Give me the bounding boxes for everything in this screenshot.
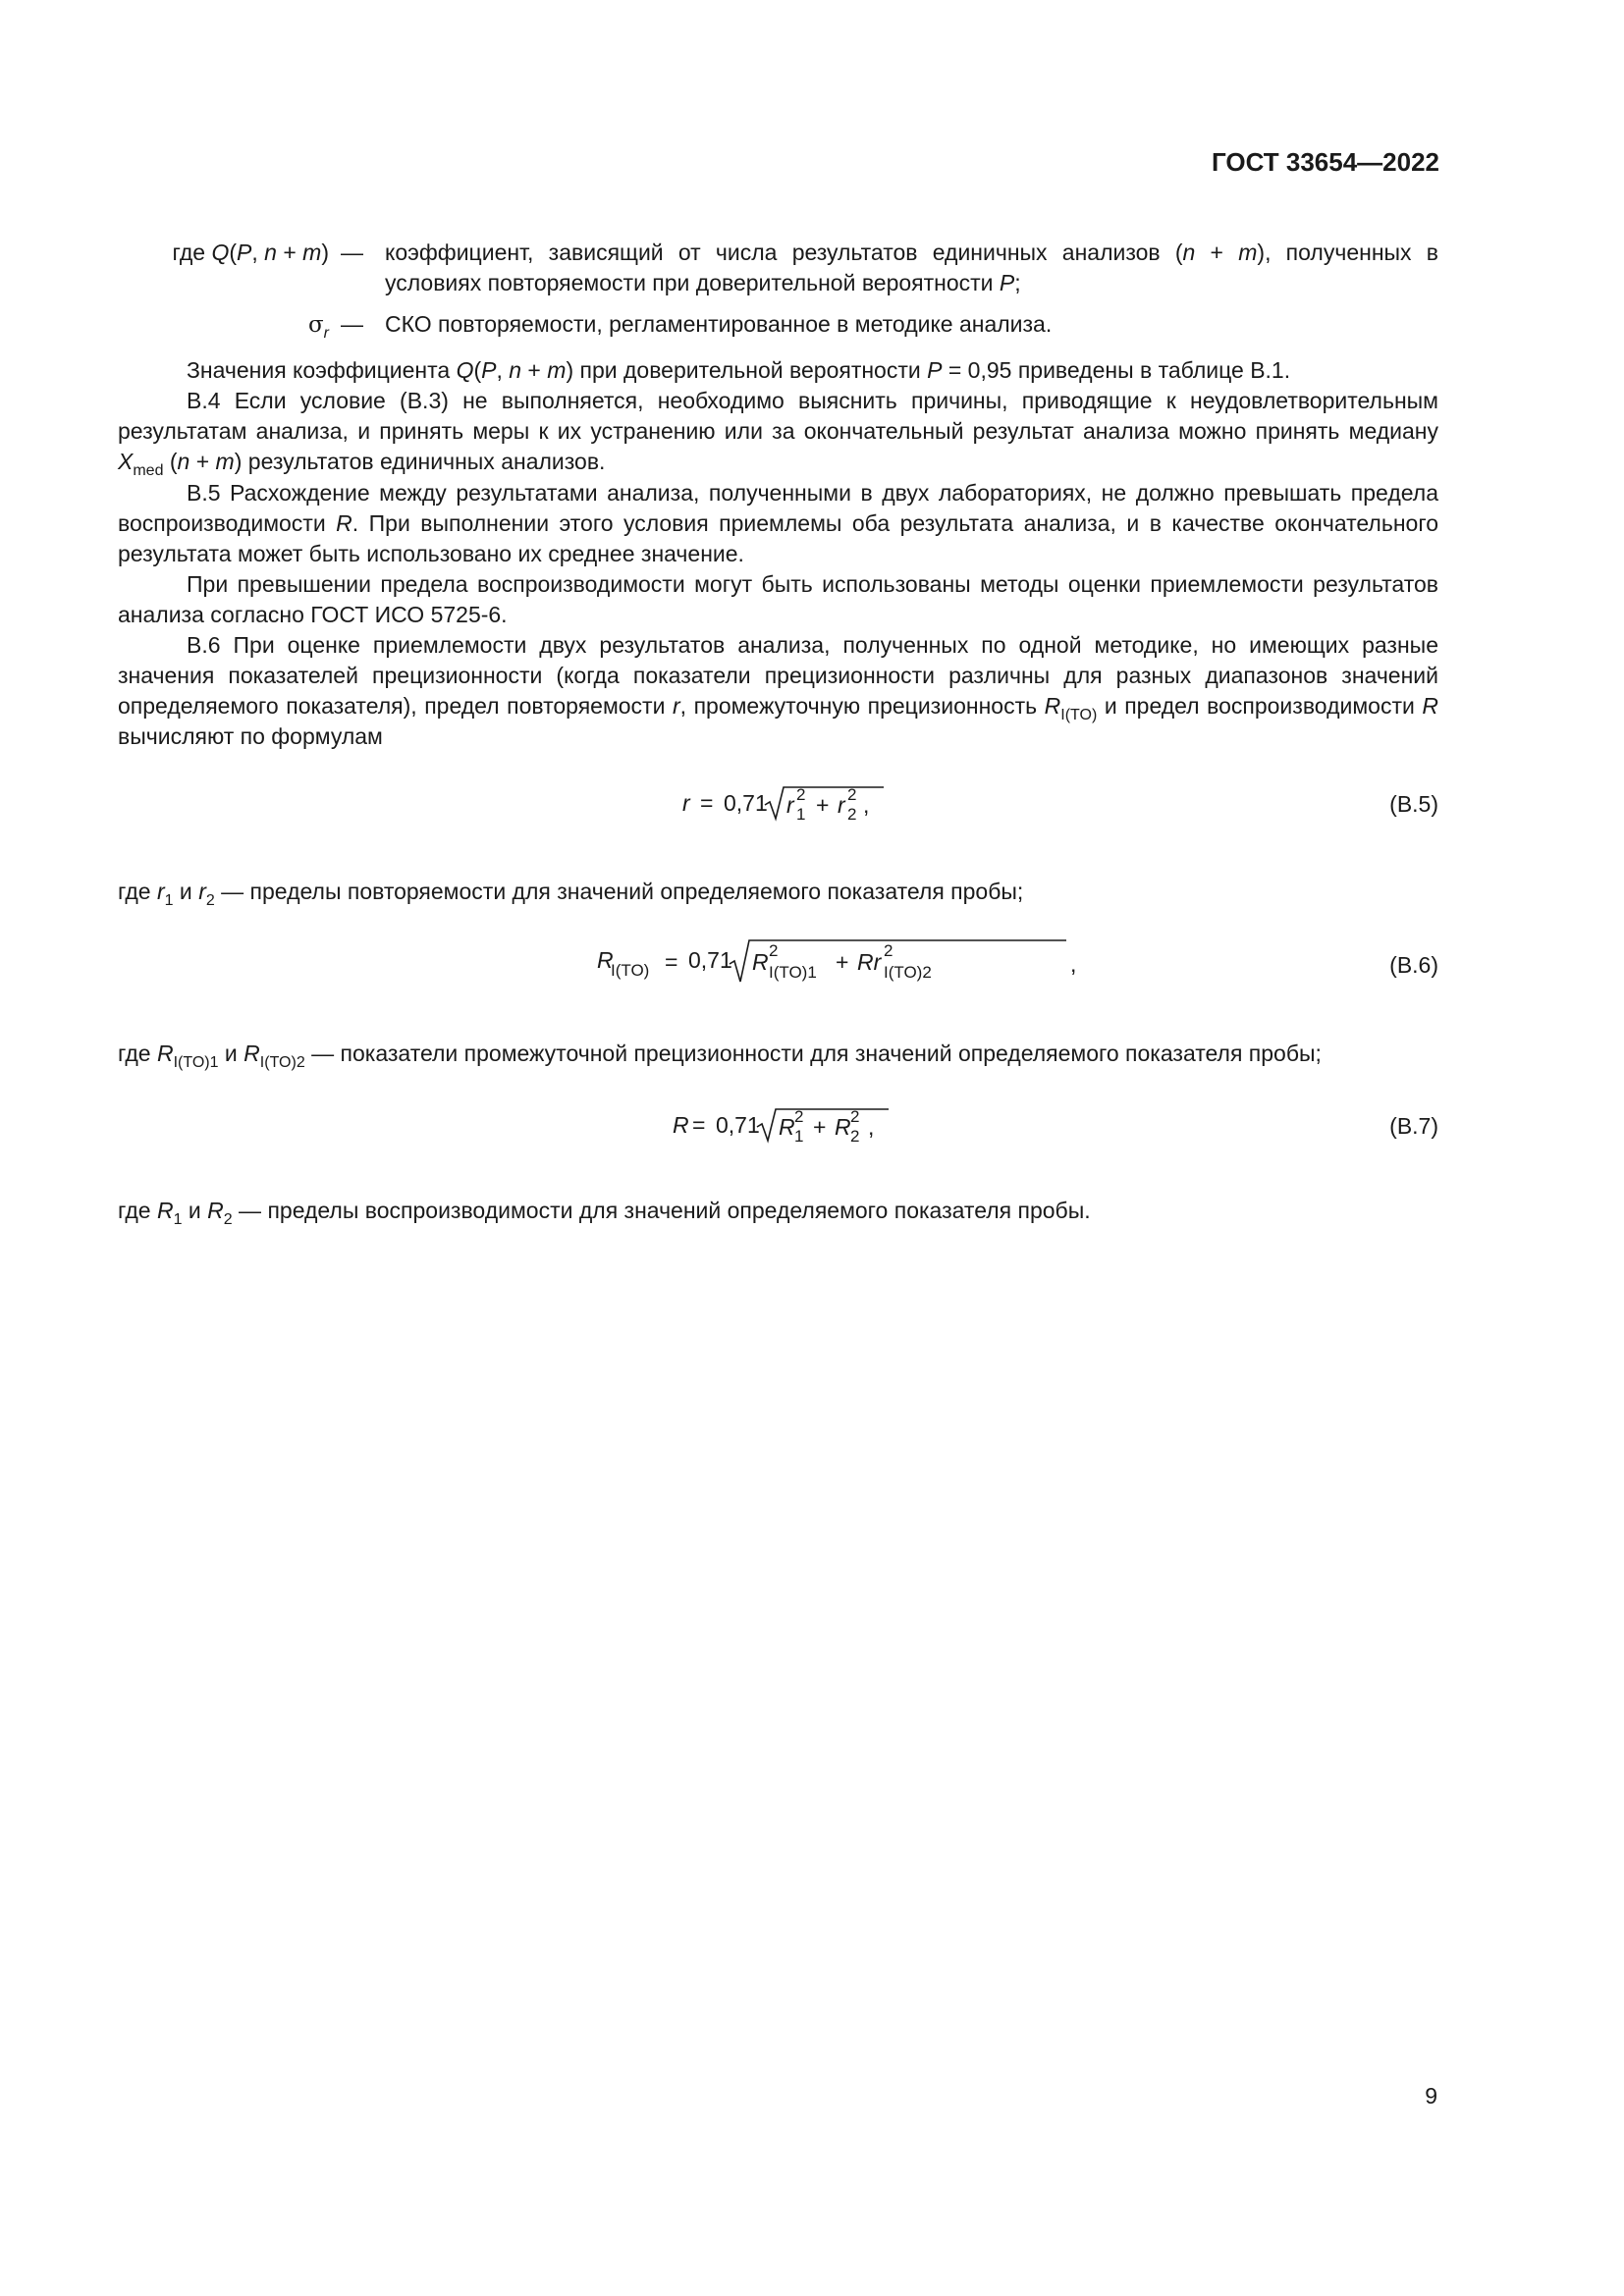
- formula-b7: [118, 1097, 1438, 1156]
- formula-eq: =: [692, 1112, 706, 1138]
- document-id-header: ГОСТ 33654—2022: [1212, 147, 1439, 177]
- term-b: R: [835, 1114, 851, 1140]
- term-b-sub: 2: [850, 1127, 860, 1146]
- where-b6: где $R_{I(TO)1}$ и $R_{I(TO)2}$ — показатели промежуточной прецизионности для значений определяемого показателя пробы;: [118, 1041, 1322, 1071]
- formula-number: (В.6): [1389, 952, 1438, 978]
- formula-b5: [118, 775, 1438, 834]
- definition-dash: —: [341, 311, 363, 337]
- definition-term: где Q(P, n + m): [172, 240, 329, 265]
- term-b-sup: 2: [884, 941, 893, 960]
- term-a: R: [752, 949, 769, 975]
- term-b: r: [838, 792, 845, 818]
- definition-dash: —: [341, 240, 363, 265]
- paragraph-coefficient-values: Значения коэффициента Q(P, n + m) при доверительной вероятности P = 0,95 приведены в таблице В.1.: [187, 357, 1291, 383]
- term-b-sub: 2: [847, 805, 857, 824]
- formula-b6-expression: [597, 933, 1108, 991]
- formula-tail: ,: [1070, 951, 1077, 977]
- term-a-sub: I(TO)1: [769, 963, 817, 982]
- term-a: r: [786, 792, 794, 818]
- term-b-sub: I(TO)2: [884, 963, 932, 982]
- formula-lhs-sub: I(TO): [611, 961, 650, 980]
- formula-b5-expression: [682, 775, 1036, 834]
- formula-b7-expression: [673, 1097, 1026, 1156]
- formula-coef: 0,71: [724, 790, 768, 816]
- plus-sign: +: [836, 949, 849, 975]
- term-b: Rr: [857, 949, 882, 975]
- term-a-sup: 2: [796, 785, 806, 804]
- formula-eq: =: [665, 949, 678, 975]
- term-a-sub: 1: [796, 805, 806, 824]
- term-a: R: [779, 1114, 795, 1140]
- definition-text: СКО повторяемости, регламентированное в методике анализа.: [385, 311, 1053, 337]
- formula-tail: ,: [868, 1114, 875, 1140]
- formula-lhs: R: [597, 947, 614, 973]
- formula-coef: 0,71: [716, 1112, 760, 1138]
- formula-number: (В.5): [1389, 791, 1438, 817]
- term-a-sub: 1: [794, 1127, 804, 1146]
- formula-lhs: R: [673, 1112, 689, 1138]
- where-b5: где $r_1$ и $r_2$ — пределы повторяемости для значений определяемого показателя пробы;: [118, 879, 1024, 909]
- formula-lhs: r: [682, 790, 690, 816]
- formula-coef: 0,71: [688, 947, 732, 973]
- formula-tail: ,: [863, 792, 870, 818]
- paragraph-b4: В.4 Если условие (В.3) не выполняется, необходимо выяснить причины, приводящие к неудовлетворительным результатам анализа, и принять меры к их устранению или за окончательный результат анализа можно принять медиану $X_{med}$ (n + m) результатов единичных анализов.: [118, 388, 1438, 479]
- paragraph-b6: В.6 При оценке приемлемости двух результатов анализа, полученных по одной методике, но имеющих разные значения показателей прецизионности (когда показатели прецизионности различны для разных диапазонов значений определяемого показателя), предел повторяемости r, промежуточную прецизионность $R_{I(TO)}$ и предел воспроизводимости R вычисляют по формулам: [118, 632, 1438, 749]
- definition-text: коэффициент, зависящий от числа результатов единичных анализов (n + m), полученных в условиях повторяемости при доверительной вероятности P;: [385, 240, 1439, 295]
- term-a-sup: 2: [769, 941, 779, 960]
- paragraph-exceeding-limit: При превышении предела воспроизводимости могут быть использованы методы оценки приемлемости результатов анализа согласно ГОСТ ИСО 5725-6.: [118, 571, 1438, 627]
- term-b-sup: 2: [850, 1107, 860, 1126]
- page-number: 9: [1425, 2083, 1437, 2109]
- where-b7: где $R_1$ и $R_2$ — пределы воспроизводимости для значений определяемого показателя пробы.: [118, 1198, 1091, 1228]
- term-a-sup: 2: [794, 1107, 804, 1126]
- definition-term: $\sigma_r$: [307, 312, 329, 342]
- term-b-sup: 2: [847, 785, 857, 804]
- formula-number: (В.7): [1389, 1113, 1438, 1139]
- formula-b6: [118, 933, 1438, 991]
- paragraph-b5: В.5 Расхождение между результатами анализа, полученными в двух лабораториях, не должно превышать предела воспроизводимости R. При выполнении этого условия приемлемы оба результата анализа, и в качестве окончательного результата может быть использовано их среднее значение.: [118, 480, 1438, 566]
- formula-eq: =: [700, 790, 714, 816]
- plus-sign: +: [813, 1114, 827, 1140]
- plus-sign: +: [816, 792, 830, 818]
